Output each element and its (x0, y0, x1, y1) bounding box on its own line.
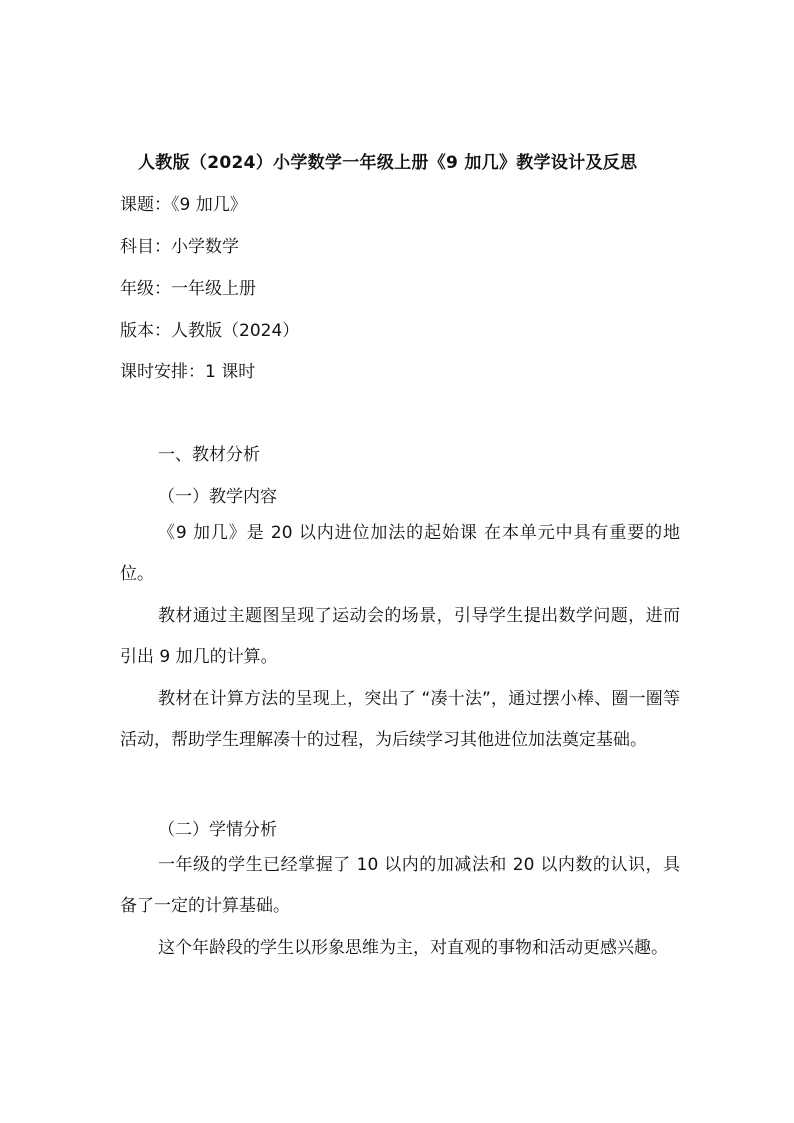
paragraph-learners-2: 这个年龄段的学生以形象思维为主，对直观的事物和活动更感兴趣。 (158, 938, 668, 958)
document-title: 人教版（2024）小学数学一年级上册《9 加几》教学设计及反思 (138, 153, 638, 173)
meta-subject: 科目：小学数学 (120, 237, 239, 257)
paragraph-content-3: 教材在计算方法的呈现上，突出了 “凑十法”，通过摆小棒、圈一圈等活动，帮助学生理解凑十的过程，为后续学习其他进位加法奠定基础。 (120, 689, 680, 750)
meta-edition: 版本：人教版（2024） (120, 321, 300, 341)
meta-schedule: 课时安排：1 课时 (120, 362, 256, 382)
subsection-heading-content: （一）教学内容 (158, 487, 277, 507)
section-heading-analysis: 一、教材分析 (158, 445, 260, 465)
meta-grade: 年级：一年级上册 (120, 279, 256, 299)
paragraph-content-1: 《9 加几》是 20 以内进位加法的起始课 在本单元中具有重要的地位。 (120, 523, 680, 584)
meta-topic: 课题：《9 加几》 (120, 195, 247, 215)
subsection-heading-learners: （二）学情分析 (158, 820, 277, 840)
paragraph-learners-1: 一年级的学生已经掌握了 10 以内的加减法和 20 以内数的认识，具备了一定的计算基础。 (120, 855, 680, 916)
paragraph-content-2: 教材通过主题图呈现了运动会的场景，引导学生提出数学问题，进而引出 9 加几的计算。 (120, 606, 680, 667)
